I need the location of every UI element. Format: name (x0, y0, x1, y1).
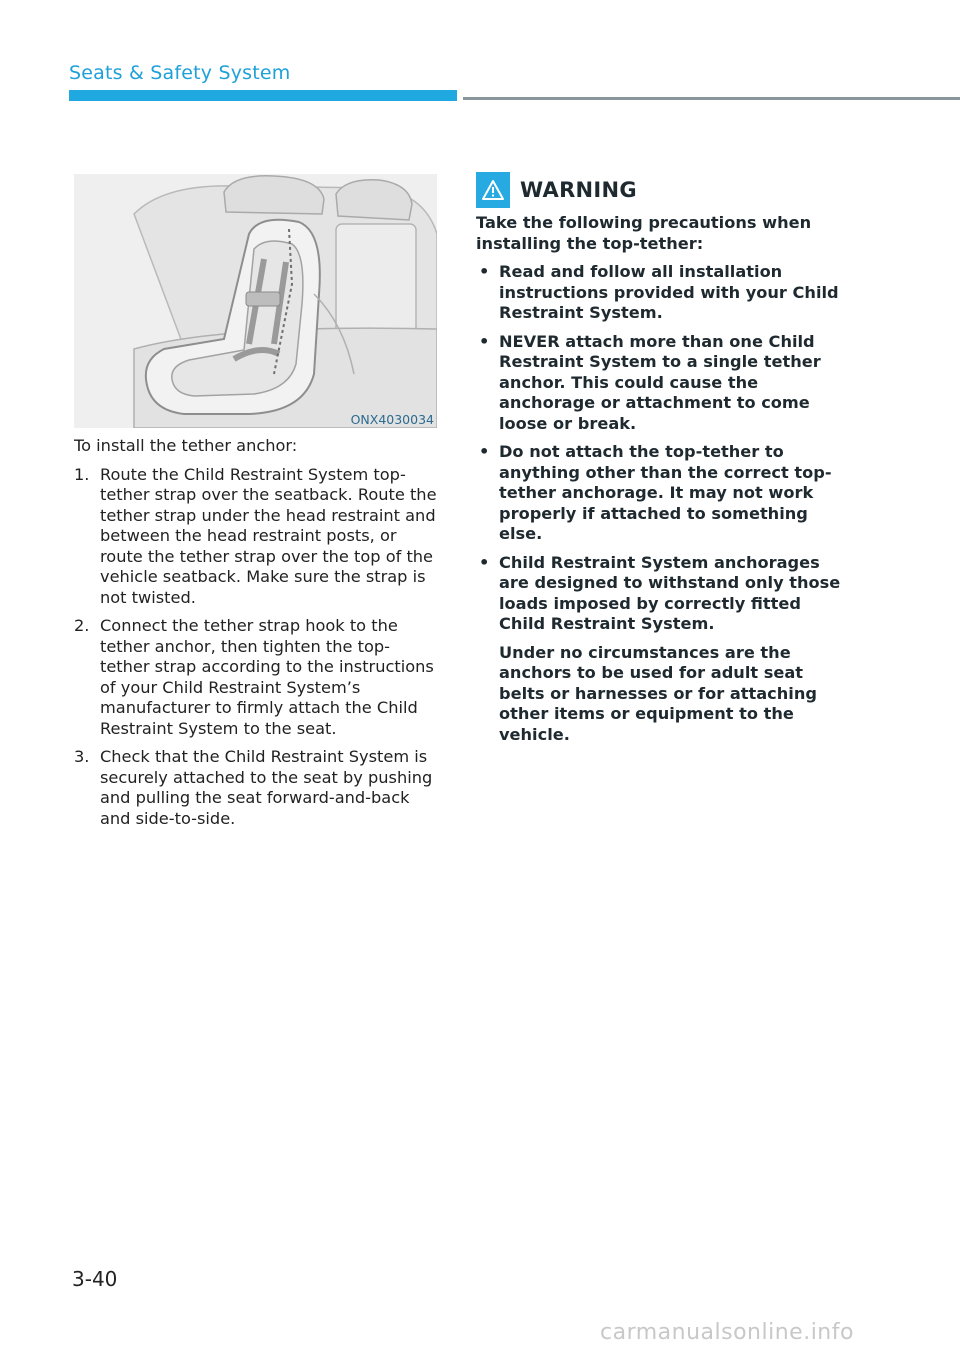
warning-bullets (476, 262, 841, 745)
step-item (74, 747, 439, 829)
step-number: 1. (74, 464, 90, 484)
warning-title: WARNING (520, 178, 637, 202)
bullet-text: Read and follow all installation instructions provided with your Child Restraint System. (499, 262, 839, 322)
step-number: 2. (74, 616, 90, 635)
step-number: 3. (74, 747, 90, 766)
step-text: Check that the Child Restraint System is securely attached to the seat by pushing and pulling the seat forward-and-back and side-to-side. (100, 747, 433, 828)
watermark: carmanualsonline.info (600, 1320, 854, 1345)
bullet-marker: • (479, 552, 490, 572)
warning-header (476, 172, 637, 208)
header-rule-accent (69, 90, 457, 101)
steps-list (74, 465, 439, 830)
bullet-text: NEVER attach more than one Child Restraint System to a single tether anchor. This could cause the anchorage or attachment to come loose or break. (499, 331, 821, 433)
bullet-text: Child Restraint System anchorages are designed to withstand only those loads imposed by correctly fitted Child Restraint System. (499, 552, 841, 633)
step-item (74, 465, 439, 609)
section-title: Seats & Safety System (69, 62, 291, 84)
step-item (74, 616, 439, 739)
warning-bullet (476, 332, 841, 435)
warning-bullet (476, 553, 841, 746)
warning-bullet (476, 442, 841, 545)
warning-intro: Take the following precautions when installing the top-tether: (476, 213, 812, 253)
figure-code: ONX4030034 (350, 412, 434, 427)
bullet-marker: • (479, 331, 490, 351)
bullet-marker: • (479, 442, 490, 461)
warning-body (476, 213, 841, 753)
warning-bullet (476, 262, 841, 324)
header-rule (463, 97, 960, 100)
child-seat-figure (74, 174, 437, 428)
step-text: Route the Child Restraint System top-tether strap over the seatback. Route the tether strap under the head restraint and between the head restraint posts, or route the tether strap over the top of the vehicle seatback. Make sure the strap is not twisted. (100, 464, 437, 607)
page-number: 3-40 (72, 1267, 118, 1291)
warning-extra-paragraph: Under no circumstances are the anchors to be used for adult seat belts or harnesses or for attaching other items or equipment to the vehicle. (499, 642, 817, 744)
child-seat-illustration (74, 174, 437, 428)
step-text: Connect the tether strap hook to the tether anchor, then tighten the top-tether strap according to the instructions of your Child Restraint System’s manufacturer to firmly attach the Child Restraint System to the seat. (100, 616, 434, 738)
bullet-marker: • (479, 262, 490, 281)
bullet-text: Do not attach the top-tether to anything other than the correct top-tether anchorage. It may not work properly if attached to something else. (499, 442, 832, 543)
warning-triangle-icon (476, 172, 510, 208)
installation-instructions (74, 436, 439, 837)
instructions-intro: To install the tether anchor: (74, 436, 298, 455)
